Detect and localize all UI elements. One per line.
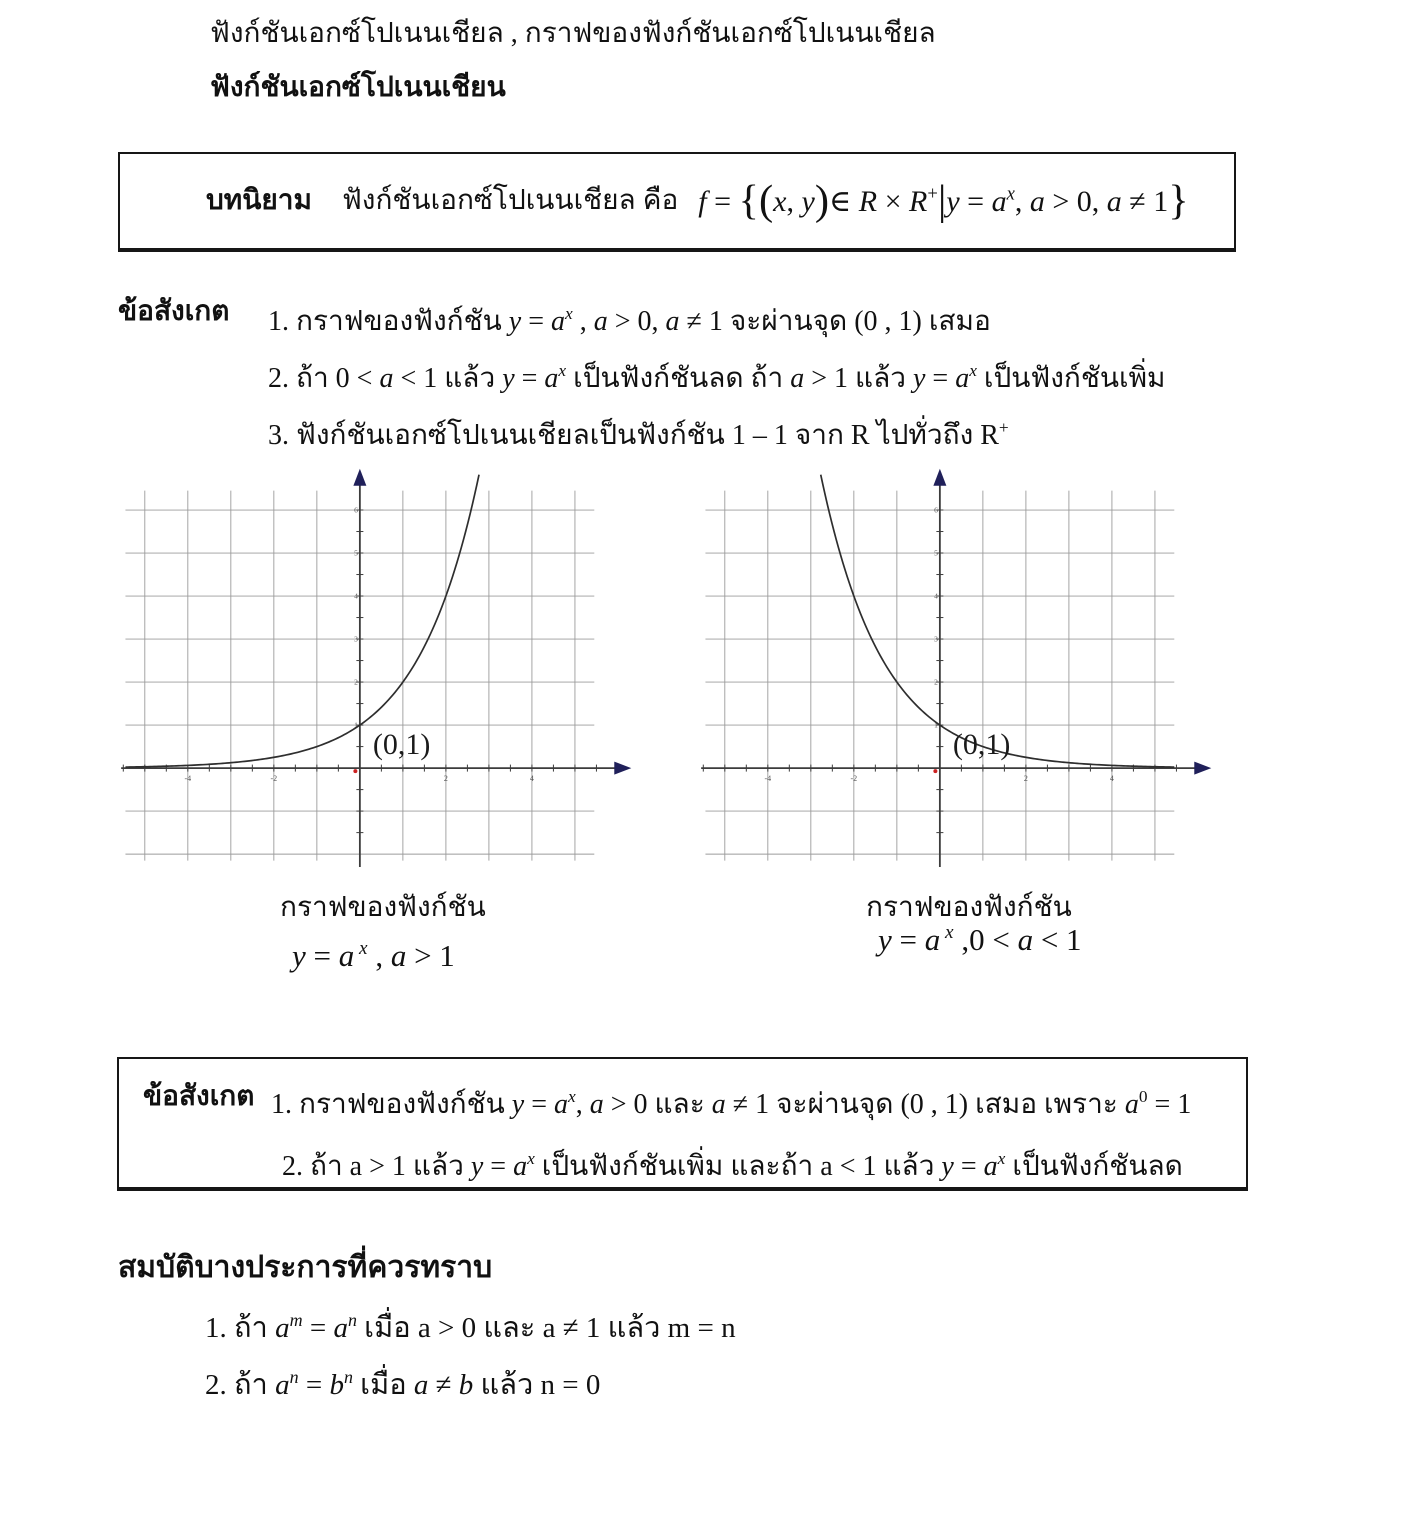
svg-text:6: 6 [354, 505, 358, 515]
svg-text:5: 5 [934, 548, 938, 558]
observations-2-item-2: 2. ถ้า a > 1 แล้ว $y = a^x$ เป็นฟังก์ชันเพิ่ม และถ้า a < 1 แล้ว $y = a^x$ เป็นฟังก์ชันลด [282, 1149, 1183, 1182]
observation-item-2: 2. ถ้า 0 < a < 1 แล้ว $y = a^x$ เป็นฟังก์ชันลด ถ้า a > 1 แล้ว $y = a^x$ เป็นฟังก์ชันเพิ่ม [268, 361, 1166, 394]
property-item-1: 1. ถ้า $a^m = a^n$ เมื่อ a > 0 และ a ≠ 1 แล้ว m = n [205, 1310, 736, 1345]
svg-text:(0,1): (0,1) [372, 728, 431, 762]
definition-intro: ฟังก์ชันเอกซ์โปเนนเชียล คือ [341, 185, 679, 216]
graph-increasing-exponential [119, 467, 633, 869]
svg-text:4: 4 [529, 774, 534, 784]
left-graph-formula: y = a $^x$ , a > 1 [292, 938, 455, 973]
definition-formula: f = {(x, y)∈ $R \times R^+|y = a^x$, a > 0, a ≠ 1} [698, 176, 1189, 224]
svg-text:(0,1): (0,1) [952, 728, 1011, 762]
properties-heading: สมบัติบางประการที่ควรทราบ [118, 1251, 493, 1284]
graph-decreasing-exponential [699, 467, 1213, 869]
observations-label: ข้อสังเกต [118, 296, 230, 327]
svg-text:2: 2 [354, 677, 358, 687]
svg-text:4: 4 [1109, 774, 1114, 784]
svg-text:2: 2 [934, 677, 938, 687]
left-graph-caption: กราฟของฟังก์ชัน [280, 892, 486, 923]
observation-item-1: 1. กราฟของฟังก์ชัน $y = a^x$ , a > 0, a ≠ 1 จะผ่านจุด (0 , 1) เสมอ [268, 304, 991, 337]
svg-text:3: 3 [934, 634, 938, 644]
svg-text:1: 1 [354, 720, 358, 730]
svg-text:-2: -2 [270, 774, 278, 784]
svg-text:4: 4 [354, 591, 358, 601]
svg-text:1: 1 [934, 720, 938, 730]
svg-text:-2: -2 [850, 774, 858, 784]
right-graph-caption: กราฟของฟังก์ชัน [866, 892, 1072, 923]
svg-text:5: 5 [354, 548, 358, 558]
observations-box-2 [117, 1057, 1248, 1191]
observation-item-3: 3. ฟังก์ชันเอกซ์โปเนนเชียลเป็นฟังก์ชัน 1 – 1 จาก R ไปทั่วถึง R+ [268, 418, 1009, 451]
right-graph-formula: y = a $^x$ ,0 < a < 1 [878, 922, 1082, 957]
document-subtitle: ฟังก์ชันเอกซ์โปเนนเชียน [210, 72, 506, 103]
definition-box [118, 152, 1236, 252]
observations-2-item-1: 1. กราฟของฟังก์ชัน $y = a^x$, a > 0 และ a ≠ 1 จะผ่านจุด (0 , 1) เสมอ เพราะ $a^0 = 1$ [271, 1087, 1192, 1120]
svg-text:6: 6 [934, 505, 938, 515]
observations-2-label: ข้อสังเกต [143, 1081, 255, 1112]
svg-text:2: 2 [1023, 774, 1028, 784]
document-title: ฟังก์ชันเอกซ์โปเนนเชียล , กราฟของฟังก์ชันเอกซ์โปเนนเชียล [210, 18, 936, 49]
definition-label: บทนิยาม [206, 185, 312, 216]
svg-text:-4: -4 [184, 774, 192, 784]
svg-text:3: 3 [354, 634, 358, 644]
svg-text:-4: -4 [764, 774, 772, 784]
svg-text:4: 4 [934, 591, 938, 601]
svg-text:2: 2 [443, 774, 448, 784]
property-item-2: 2. ถ้า $a^n = b^n$ เมื่อ a ≠ b แล้ว n = 0 [205, 1367, 601, 1402]
